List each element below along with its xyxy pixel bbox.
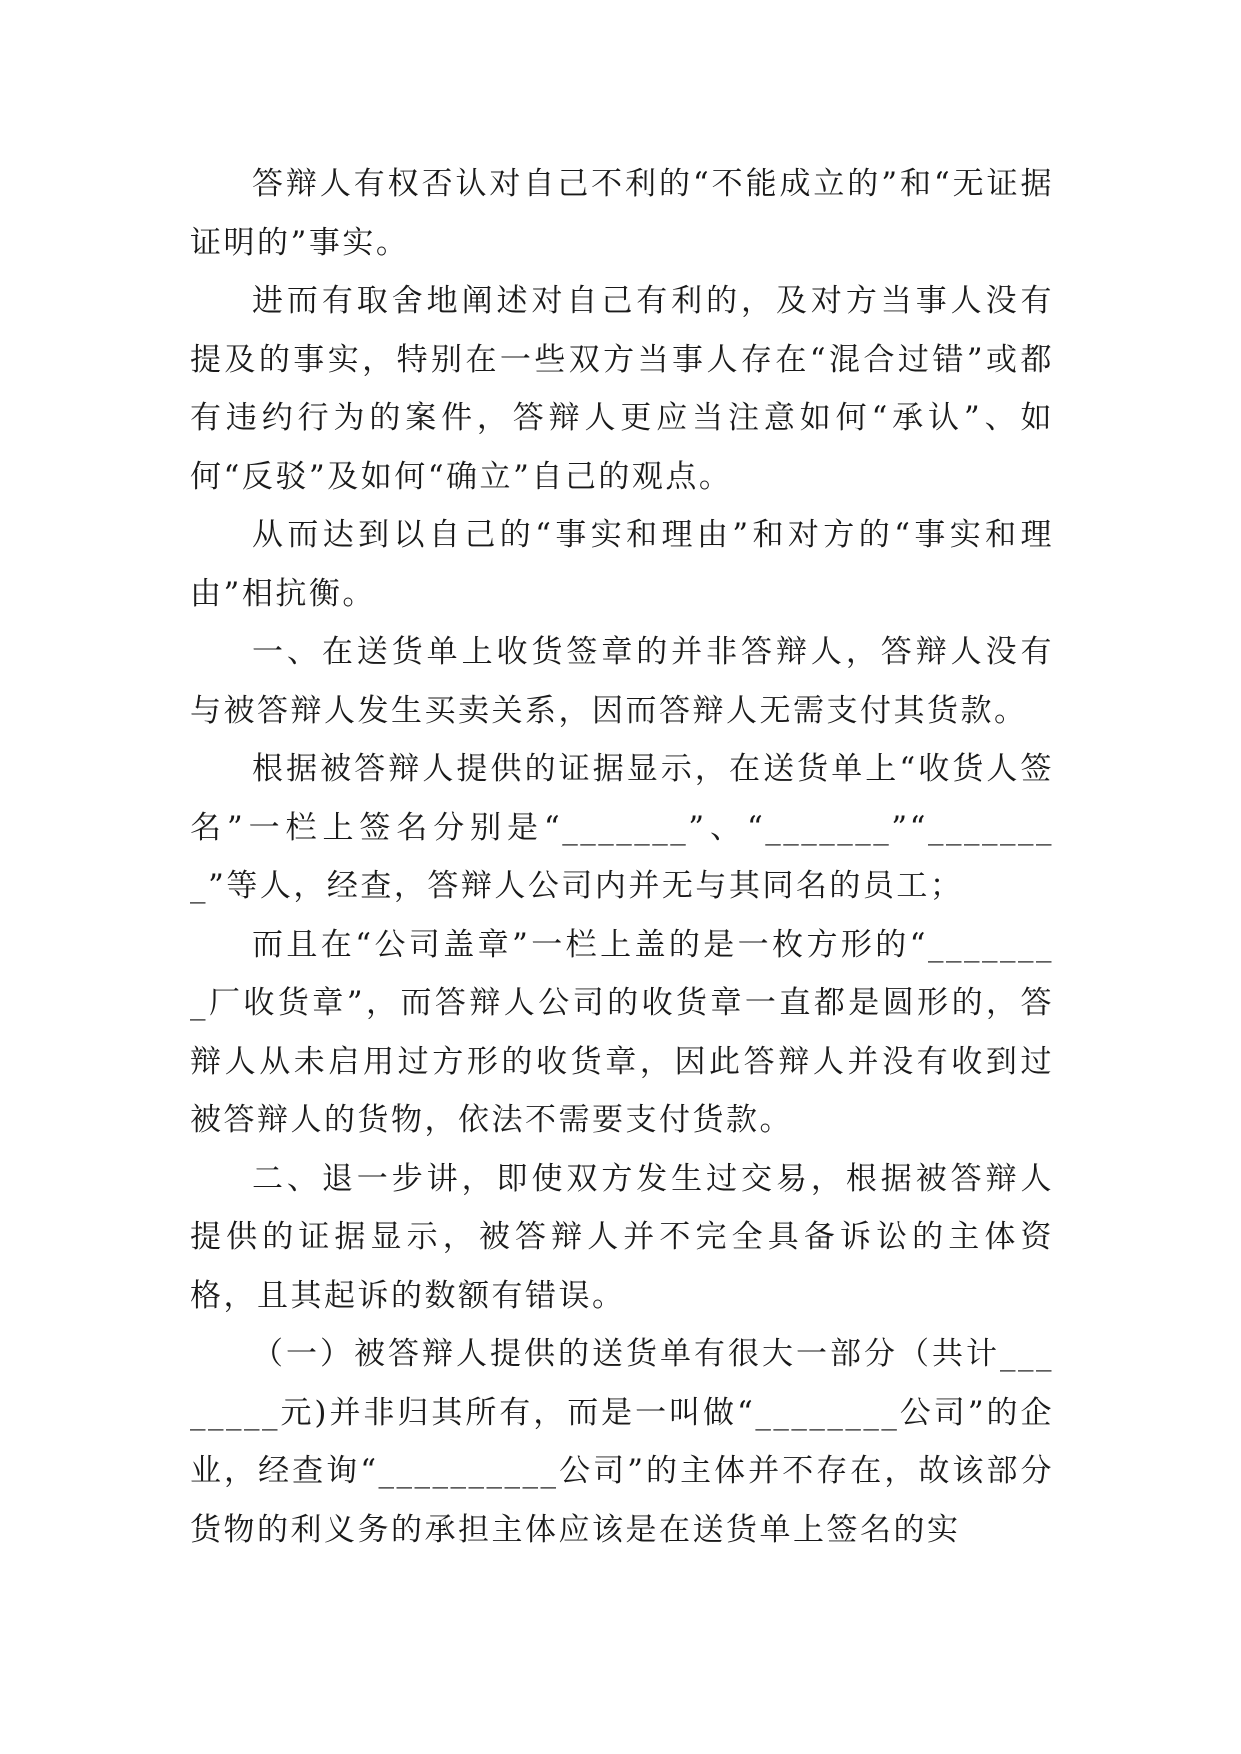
document-body: [190, 155, 1054, 1559]
paragraph-5: 根据被答辩人提供的证据显示，在送货单上“收货人签名”一栏上签名分别是“_______”、“_______”“________”等人，经查，答辩人公司内并无与其同名的员工；: [190, 751, 1054, 904]
paragraph-4: 一、在送货单上收货签章的并非答辩人，答辩人没有与被答辩人发生买卖关系，因而答辩人无需支付其货款。: [190, 634, 1054, 729]
paragraph-2: 进而有取舍地阐述对自己有利的，及对方当事人没有提及的事实，特别在一些双方当事人存在“混合过错”或都有违约行为的案件，答辩人更应当注意如何“承认”、如何“反驳”及如何“确立”自己的观点。: [190, 283, 1054, 495]
paragraph-3: 从而达到以自己的“事实和理由”和对方的“事实和理由”相抗衡。: [190, 517, 1054, 612]
paragraph-1: 答辩人有权否认对自己不利的“不能成立的”和“无证据证明的”事实。: [190, 166, 1054, 261]
paragraph-8: （一）被答辩人提供的送货单有很大一部分（共计________元)并非归其所有，而是一叫做“________公司”的企业，经查询“__________公司”的主体并不存在，故该部分货物的利义务的承担主体应该是在送货单上签名的实: [190, 1336, 1054, 1548]
paragraph-6: 而且在“公司盖章”一栏上盖的是一枚方形的“________厂收货章”，而答辩人公司的收货章一直都是圆形的，答辩人从未启用过方形的收货章，因此答辩人并没有收到过被答辩人的货物，依法不需要支付货款。: [190, 926, 1054, 1138]
paragraph-7: 二、退一步讲，即使双方发生过交易，根据被答辩人提供的证据显示，被答辩人并不完全具备诉讼的主体资格，且其起诉的数额有错误。: [190, 1160, 1054, 1314]
